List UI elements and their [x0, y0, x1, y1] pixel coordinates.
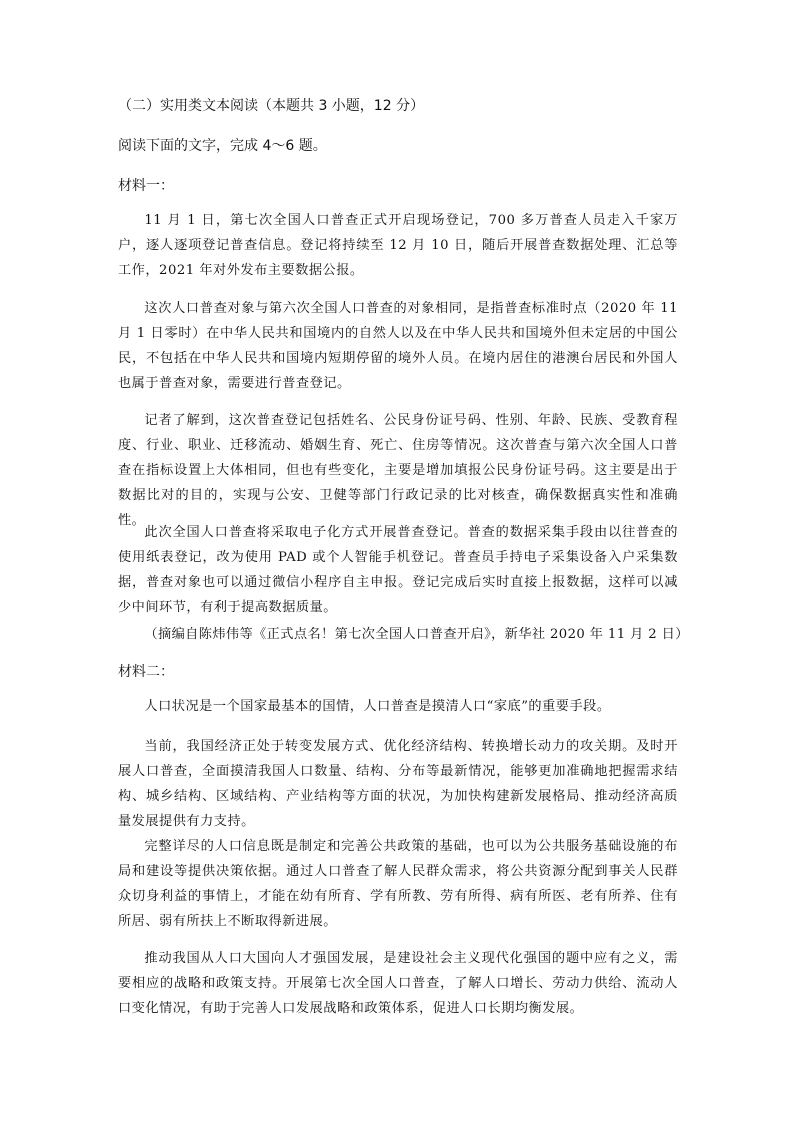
material-one-paragraph-3: 记者了解到，这次普查登记包括姓名、公民身份证号码、性别、年龄、民族、受教育程度、行业、职业、迁移流动、婚姻生育、死亡、住房等情况。这次普查与第六次全国人口普查在指标设置上大体相同，但也有些变化，主要是增加填报公民身份证号码。这主要是出于数据比对的目的，实现与公安、卫健等部门行政记录的比对核查，确保数据真实性和准确性。	[118, 413, 678, 528]
material-one-label: 材料一：	[118, 178, 174, 194]
material-two-paragraph-2: 当前，我国经济正处于转变发展方式、优化经济结构、转换增长动力的攻关期。及时开展人口普查，全面摸清我国人口数量、结构、分布等最新情况，能够更加准确地把握需求结构、城乡结构、区域结构、产业结构等方面的状况，为加快构建新发展格局、推动经济高质量发展提供有力支持。	[118, 739, 678, 829]
material-one-paragraph-4: 此次全国人口普查将采取电子化方式开展普查登记。普查的数据采集手段由以往普查的使用纸表登记，改为使用 PAD 或个人智能手机登记。普查员手持电子采集设备入户采集数据，普查对象也可以通过微信小程序自主申报。登记完成后实时直接上报数据，这样可以减少中间环节，有利于提高数据质量。	[118, 525, 678, 615]
reading-instruction: 阅读下面的文字，完成 4～6 题。	[118, 138, 327, 154]
material-two-paragraph-4: 推动我国从人口大国向人才强国发展，是建设社会主义现代化强国的题中应有之义，需要相应的战略和政策支持。开展第七次全国人口普查，了解人口增长、劳动力供给、流动人口变化情况，有助于完善人口发展战略和政策体系，促进人口长期均衡发展。	[118, 951, 678, 1016]
section-title: （二）实用类文本阅读（本题共 3 小题，12 分）	[118, 98, 425, 114]
material-one-citation: （摘编自陈炜伟等《正式点名！第七次全国人口普查开启》，新华社 2020 年 11 月 2 日）	[144, 627, 689, 642]
material-one-paragraph-1: 11 月 1 日，第七次全国人口普查正式开启现场登记，700 多万普查人员走入千家万户，逐人逐项登记普查信息。登记将持续至 12 月 10 日，随后开展普查数据处理、汇总等工作，2021 年对外发布主要数据公报。	[118, 213, 678, 278]
material-two-paragraph-1: 人口状况是一个国家最基本的国情，人口普查是摸清人口“家底”的重要手段。	[144, 699, 611, 714]
material-one-paragraph-2: 这次人口普查对象与第六次全国人口普查的对象相同，是指普查标准时点（2020 年 11 月 1 日零时）在中华人民共和国境内的自然人以及在中华人民共和国境外但未定居的中国公民，不包括在中华人民共和国境内短期停留的境外人员。在境内居住的港澳台居民和外国人也属于普查对象，需要进行普查登记。	[118, 301, 678, 391]
material-two-label: 材料二：	[118, 664, 174, 680]
material-two-paragraph-3: 完整详尽的人口信息既是制定和完善公共政策的基础，也可以为公共服务基础设施的布局和建设等提供决策依据。通过人口普查了解人民群众需求，将公共资源分配到事关人民群众切身利益的事情上，才能在幼有所育、学有所教、劳有所得、病有所医、老有所养、住有所居、弱有所扶上不断取得新进展。	[118, 839, 678, 929]
